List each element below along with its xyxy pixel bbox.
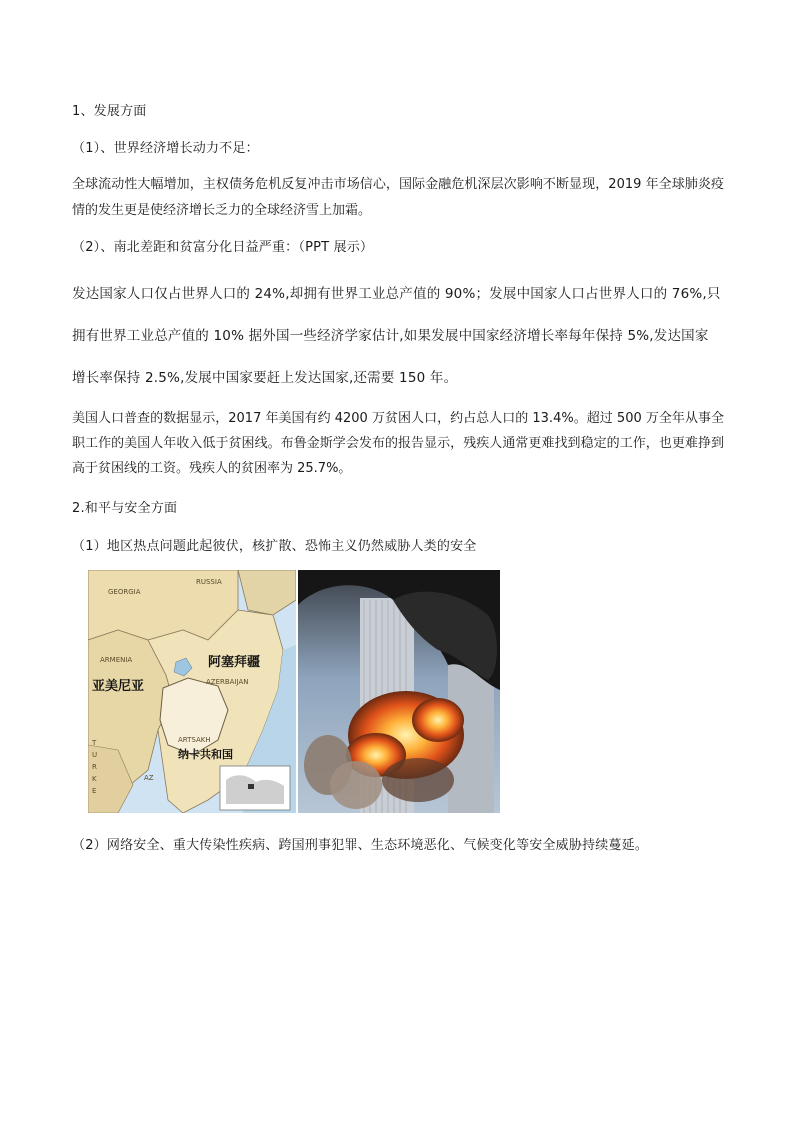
map-label-artsakh-cn: 纳卡共和国 xyxy=(178,748,233,761)
section1-sub1: （1）、世界经济增长动力不足： xyxy=(72,141,259,156)
map-label-turkey-u: U xyxy=(92,751,98,759)
region-map-svg xyxy=(88,570,296,813)
section1-para3: 美国人口普查的数据显示，2017 年美国有约 4200 万贫困人口，约占总人口的 13.4%。超过 500 万全年从事全职工作的美国人年收入低于贫困线。布鲁金斯学会发布的报告显示，残疾人通常更难找到稳定的工作，也更难挣到高于贫困线的工资。残疾人的贫困率为 25.7%。 xyxy=(72,411,724,476)
map-label-azerbaijan: AZERBAIJAN xyxy=(206,678,249,686)
map-label-az: AZ xyxy=(144,774,154,782)
map-label-artsakh: ARTSAKH xyxy=(178,736,211,744)
map-label-armenia-cn: 亚美尼亚 xyxy=(92,679,145,694)
map-label-turkey-e: E xyxy=(92,787,97,795)
section1-para2-line3: 增长率保持 2.5%,发展中国家要赶上发达国家,还需要 150 年。 xyxy=(72,370,458,386)
section1-sub2: （2）、南北差距和贫富分化日益严重：（PPT 展示） xyxy=(72,240,374,255)
region-map-image xyxy=(88,570,296,813)
map-label-turkey-k: K xyxy=(92,775,97,783)
section2-sub2: （2）网络安全、重大传染性疾病、跨国刑事犯罪、生态环境恶化、气候变化等安全威胁持续蔓延。 xyxy=(72,838,649,853)
section1-heading: 1、发展方面 xyxy=(72,104,147,119)
map-label-georgia: GEORGIA xyxy=(108,588,141,596)
section2-sub1: （1）地区热点问题此起彼伏，核扩散、恐怖主义仍然威胁人类的安全 xyxy=(72,539,477,554)
twin-towers-svg xyxy=(298,570,500,813)
map-label-azerbaijan-cn: 阿塞拜疆 xyxy=(208,655,261,670)
section1-para1: 全球流动性大幅增加，主权债务危机反复冲击市场信心，国际金融危机深层次影响不断显现，2019 年全球肺炎疫情的发生更是使经济增长乏力的全球经济雪上加霜。 xyxy=(72,177,724,218)
map-label-russia: RUSSIA xyxy=(196,578,222,586)
figure-images xyxy=(88,570,500,813)
section1-para2-line1: 发达国家人口仅占世界人口的 24%,却拥有世界工业总产值的 90%；发展中国家人口占世界人口的 76%,只 xyxy=(72,286,721,302)
map-label-turkey-t: T xyxy=(92,739,97,747)
section1-para2-line2: 拥有世界工业总产值的 10% 据外国一些经济学家估计,如果发展中国家经济增长率每年保持 5%,发达国家 xyxy=(72,328,709,344)
map-label-armenia: ARMENIA xyxy=(100,656,133,664)
map-label-turkey-r: R xyxy=(92,763,97,771)
twin-towers-photo xyxy=(298,570,500,813)
section2-heading: 2.和平与安全方面 xyxy=(72,501,178,516)
